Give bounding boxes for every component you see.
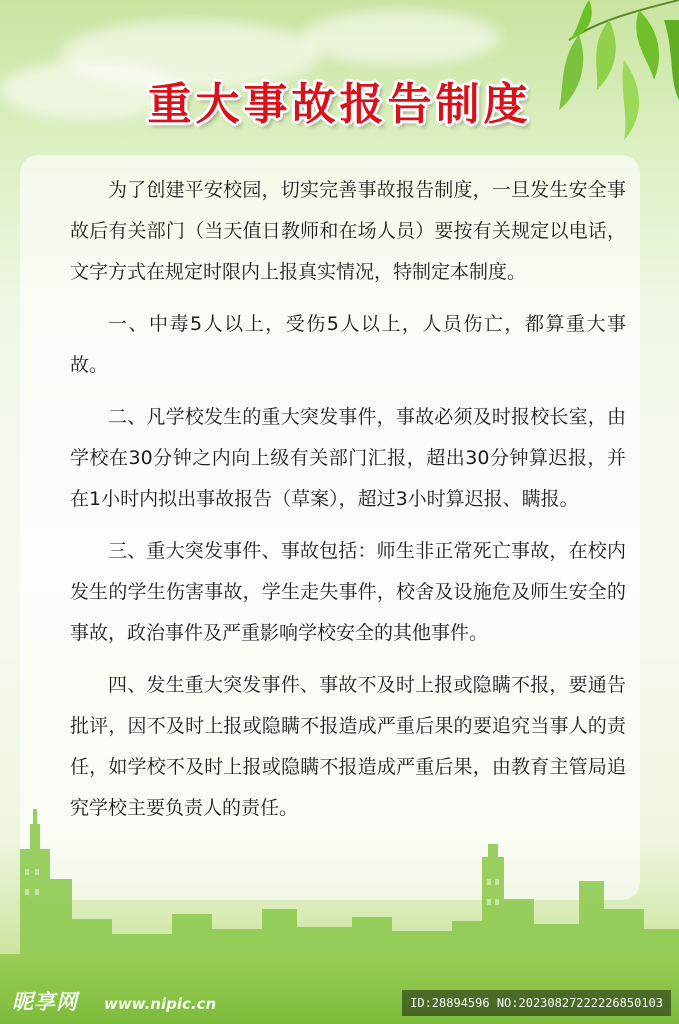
regulation-body [70, 170, 626, 840]
clause-1-paragraph: 一、中毒5人以上，受伤5人以上，人员伤亡，都算重大事故。 [70, 313, 626, 376]
page-title: 重大事故报告制度 [147, 79, 532, 130]
clause-4-paragraph: 四、发生重大突发事件、事故不及时上报或隐瞒不报，要通告批评，因不及时上报或隐瞒不报造成严重后果的要追究当事人的责任，如学校不及时上报或隐瞒不报造成严重后果，由教育主管局追究学校主要负责人的责任。 [70, 674, 626, 819]
nipic-logo: 昵享网 [12, 990, 78, 1014]
image-id-bar: ID:28894596 NO:20230827222226850103 [402, 990, 671, 1016]
clause-2-paragraph: 二、凡学校发生的重大突发事件，事故必须及时报校长室，由学校在30分钟之内向上级有关部门汇报，超出30分钟算迟报，并在1小时内拟出事故报告（草案），超过3小时算迟报、瞒报。 [70, 406, 626, 510]
site-url: www.nipic.cn [104, 995, 217, 1013]
clause-3-paragraph: 三、重大突发事件、事故包括：师生非正常死亡事故，在校内发生的学生伤害事故，学生走失事件，校舍及设施危及师生安全的事故，政治事件及严重影响学校安全的其他事件。 [70, 540, 626, 644]
intro-paragraph: 为了创建平安校园，切实完善事故报告制度，一旦发生安全事故后有关部门（当天值日教师和在场人员）要按有关规定以电话，文字方式在规定时限内上报真实情况，特制定本制度。 [70, 179, 626, 283]
cloud [300, 10, 500, 65]
